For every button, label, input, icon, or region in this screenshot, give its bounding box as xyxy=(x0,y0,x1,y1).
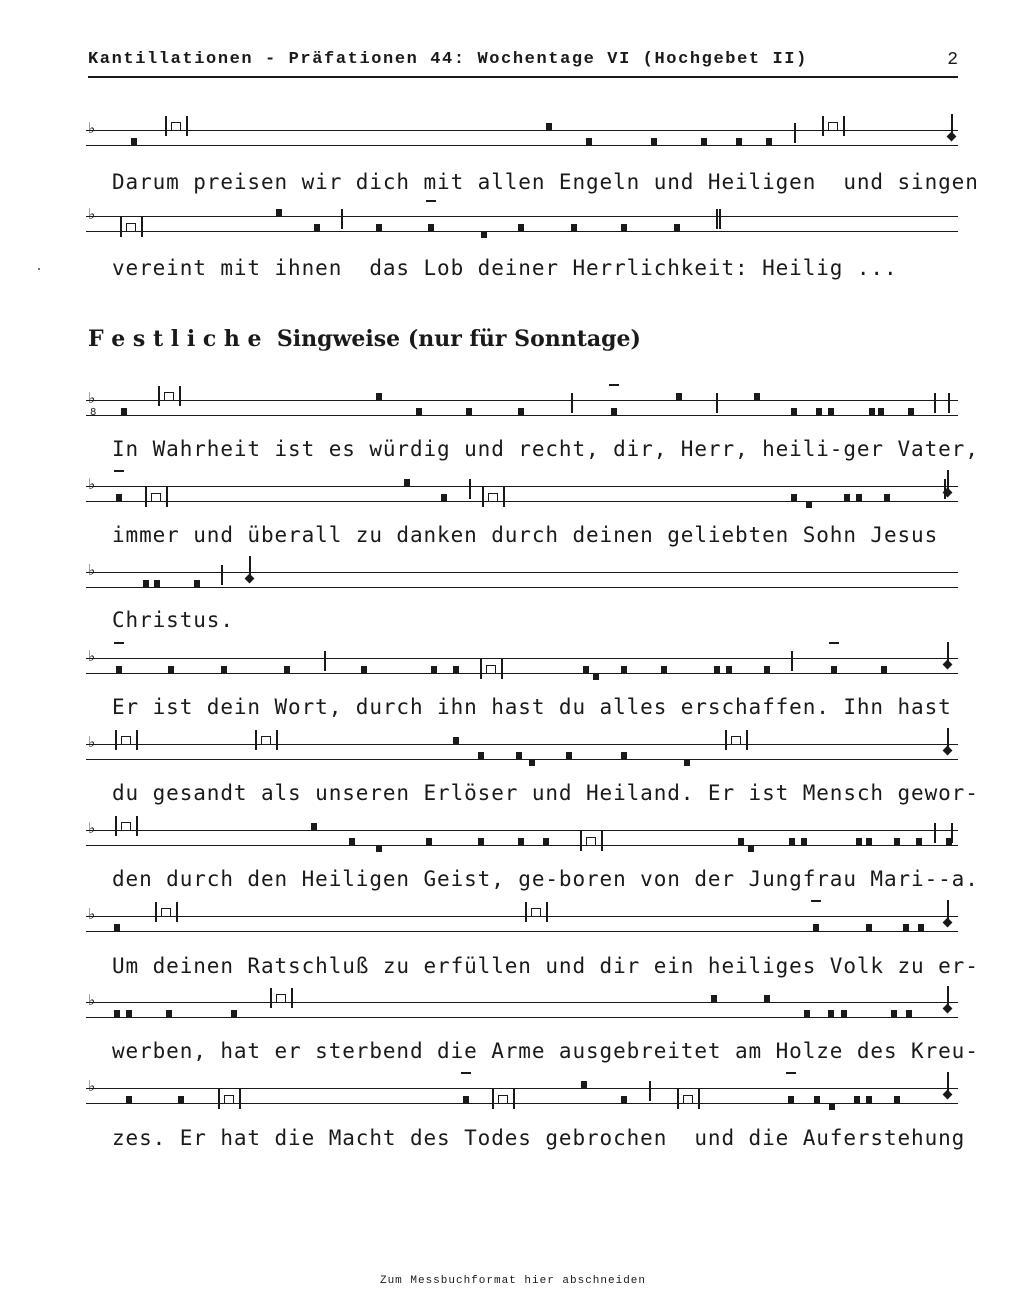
note-mark xyxy=(518,408,524,415)
music-staff-10 xyxy=(86,992,958,1022)
note-mark xyxy=(611,408,617,415)
note-mark xyxy=(866,924,872,931)
music-staff-6 xyxy=(86,648,958,678)
staff-line xyxy=(86,145,958,146)
bar-mark xyxy=(120,217,122,237)
note-mark xyxy=(376,224,382,231)
note-mark xyxy=(581,1081,587,1088)
staff-line xyxy=(86,673,958,674)
reciting-tone-mark xyxy=(486,665,496,674)
page-number: 2 xyxy=(947,50,958,70)
note-mark xyxy=(143,580,149,587)
note-mark xyxy=(571,224,577,231)
staff-line xyxy=(86,216,958,217)
note-mark xyxy=(126,1010,132,1017)
note-mark xyxy=(178,1096,184,1103)
staff-line xyxy=(86,501,958,502)
bar-mark xyxy=(513,1089,515,1109)
note-mark xyxy=(878,408,884,415)
note-mark xyxy=(894,1096,900,1103)
reciting-tone-mark xyxy=(164,392,174,401)
note-mark xyxy=(854,1096,860,1103)
bar-mark xyxy=(179,386,181,406)
lyric-line-9: Um deinen Ratschluß zu erfüllen und dir ein heiliges Volk zu er- xyxy=(112,954,979,978)
note-mark xyxy=(738,838,744,845)
music-staff-5 xyxy=(86,562,958,592)
bar-mark xyxy=(698,1089,700,1109)
note-mark xyxy=(126,1096,132,1103)
lyric-line-4: immer und überall zu danken durch deinen geliebten Sohn Jesus xyxy=(112,523,939,547)
staff-line xyxy=(86,1017,958,1018)
bar-mark xyxy=(324,651,326,671)
bar-mark xyxy=(601,831,603,851)
note-mark xyxy=(441,494,447,501)
lyric-line-11: zes. Er hat die Macht des Todes gebrochen und die Auferstehung xyxy=(112,1126,966,1150)
bar-mark xyxy=(716,209,718,229)
note-mark xyxy=(866,838,872,845)
note-mark xyxy=(908,408,914,415)
header-title: Kantillationen - Präfationen 44: Wochentage VI (Hochgebet II) xyxy=(88,50,808,69)
bar-mark xyxy=(677,1089,679,1109)
bar-mark xyxy=(221,565,223,585)
flat-sign: ♭ xyxy=(88,905,96,923)
bar-mark xyxy=(255,730,257,750)
lyric-line-7: du gesandt als unseren Erlöser und Heiland. Er ist Mensch gewor- xyxy=(112,781,979,805)
bar-mark xyxy=(176,902,178,922)
note-mark xyxy=(114,1010,120,1017)
note-mark xyxy=(404,479,410,486)
accent-dash-mark xyxy=(786,1072,796,1074)
note-mark xyxy=(516,752,522,759)
final-note-mark xyxy=(943,746,953,756)
lyric-line-5: Christus. xyxy=(112,608,234,632)
note-mark xyxy=(891,1010,897,1017)
flat-sign: ♭ xyxy=(88,819,96,837)
note-mark xyxy=(154,580,160,587)
note-mark xyxy=(426,838,432,845)
note-mark xyxy=(221,666,227,673)
note-mark xyxy=(754,393,760,400)
reciting-tone-mark xyxy=(498,1095,508,1104)
note-mark xyxy=(651,138,657,145)
note-mark xyxy=(801,838,807,845)
note-mark xyxy=(311,823,317,830)
note-mark xyxy=(453,666,459,673)
note-mark xyxy=(788,1096,794,1103)
final-note-mark xyxy=(943,660,953,670)
reciting-tone-mark xyxy=(731,736,741,745)
bar-mark xyxy=(492,1089,494,1109)
bar-mark xyxy=(546,902,548,922)
section-title: F e s t l i c h e Singweise (nur für Sonntage) xyxy=(88,326,641,352)
lyric-line-3: In Wahrheit ist es würdig und recht, dir, Herr, heili-ger Vater, xyxy=(112,437,979,461)
note-mark xyxy=(116,494,122,501)
note-mark xyxy=(621,224,627,231)
bar-mark xyxy=(270,988,272,1008)
note-mark xyxy=(121,408,127,415)
accent-dash-mark xyxy=(114,470,124,472)
bar-mark xyxy=(525,902,527,922)
note-mark xyxy=(463,1096,469,1103)
note-mark xyxy=(431,666,437,673)
flat-sign: ♭ xyxy=(88,389,96,407)
note-mark xyxy=(869,408,875,415)
flat-sign: ♭ xyxy=(88,647,96,665)
note-mark xyxy=(416,408,422,415)
staff-line xyxy=(86,231,958,232)
note-mark xyxy=(714,666,720,673)
note-mark xyxy=(884,494,890,501)
final-note-mark xyxy=(943,918,953,928)
bar-mark xyxy=(934,393,936,413)
bar-mark xyxy=(791,651,793,671)
reciting-tone-mark xyxy=(224,1095,234,1104)
note-mark xyxy=(701,138,707,145)
scan-speck xyxy=(38,268,40,270)
note-mark xyxy=(543,838,549,845)
reciting-tone-mark xyxy=(488,493,498,502)
music-staff-7 xyxy=(86,734,958,764)
note-mark xyxy=(791,494,797,501)
note-mark xyxy=(813,924,819,931)
note-mark xyxy=(829,1103,835,1110)
note-mark xyxy=(478,838,484,845)
music-staff-2 xyxy=(86,206,958,236)
bar-mark xyxy=(948,393,950,413)
reciting-tone-mark xyxy=(828,122,838,131)
bar-mark xyxy=(725,730,727,750)
staff-line xyxy=(86,572,958,573)
bar-mark xyxy=(145,487,147,507)
note-mark xyxy=(764,995,770,1002)
note-mark xyxy=(894,838,900,845)
music-staff-3 xyxy=(86,390,958,420)
note-mark xyxy=(906,1010,912,1017)
final-note-mark xyxy=(947,132,957,142)
octave-clef-mark: 8 xyxy=(90,407,97,418)
note-mark xyxy=(841,1010,847,1017)
music-staff-9 xyxy=(86,906,958,936)
reciting-tone-mark xyxy=(276,994,286,1003)
bar-mark xyxy=(158,386,160,406)
note-mark xyxy=(856,494,862,501)
note-mark xyxy=(116,666,122,673)
bar-mark xyxy=(649,1081,651,1101)
note-mark xyxy=(791,408,797,415)
music-staff-11 xyxy=(86,1078,958,1108)
note-mark xyxy=(314,224,320,231)
bar-mark xyxy=(141,217,143,237)
note-mark xyxy=(816,408,822,415)
reciting-tone-mark xyxy=(171,122,181,131)
bar-mark xyxy=(719,209,721,229)
note-mark xyxy=(231,1010,237,1017)
note-mark xyxy=(428,224,434,231)
note-mark xyxy=(518,224,524,231)
staff-line xyxy=(86,1088,958,1089)
music-staff-1 xyxy=(86,120,958,150)
accent-dash-mark xyxy=(114,642,124,644)
note-mark xyxy=(621,1096,627,1103)
bar-mark xyxy=(951,823,953,843)
note-mark xyxy=(466,408,472,415)
reciting-tone-mark xyxy=(531,908,541,917)
bar-mark xyxy=(218,1089,220,1109)
note-mark xyxy=(276,209,282,216)
note-mark xyxy=(131,138,137,145)
note-mark xyxy=(711,995,717,1002)
staff-line xyxy=(86,830,958,831)
reciting-tone-mark xyxy=(586,837,596,846)
note-mark xyxy=(814,1096,820,1103)
accent-dash-mark xyxy=(461,1072,471,1074)
bar-mark xyxy=(115,816,117,836)
bar-mark xyxy=(746,730,748,750)
note-mark xyxy=(661,666,667,673)
note-mark xyxy=(361,666,367,673)
bar-mark xyxy=(716,393,718,413)
note-mark xyxy=(726,666,732,673)
note-mark xyxy=(166,1010,172,1017)
accent-dash-mark xyxy=(426,200,436,202)
flat-sign: ♭ xyxy=(88,733,96,751)
bar-mark xyxy=(480,659,482,679)
note-mark xyxy=(114,924,120,931)
footer-note: Zum Messbuchformat hier abschneiden xyxy=(379,1275,647,1287)
bar-mark xyxy=(501,659,503,679)
lyric-line-10: werben, hat er sterbend die Arme ausgebreitet am Holze des Kreu- xyxy=(112,1039,979,1063)
bar-mark xyxy=(166,487,168,507)
bar-mark xyxy=(503,487,505,507)
bar-mark xyxy=(186,116,188,136)
note-mark xyxy=(376,393,382,400)
lyric-line-6: Er ist dein Wort, durch ihn hast du alles erschaffen. Ihn hast xyxy=(112,695,952,719)
lyric-line-2: vereint mit ihnen das Lob deiner Herrlichkeit: Heilig ... xyxy=(112,256,898,280)
note-mark xyxy=(828,1010,834,1017)
reciting-tone-mark xyxy=(683,1095,693,1104)
note-mark xyxy=(453,737,459,744)
bar-mark xyxy=(276,730,278,750)
note-mark xyxy=(349,838,355,845)
page-header xyxy=(88,48,958,78)
staff-line xyxy=(86,587,958,588)
staff-line xyxy=(86,845,958,846)
note-mark xyxy=(529,759,535,766)
note-mark xyxy=(828,408,834,415)
note-mark xyxy=(789,838,795,845)
note-mark xyxy=(478,752,484,759)
note-mark xyxy=(918,924,924,931)
music-staff-4 xyxy=(86,476,958,506)
bar-mark xyxy=(571,393,573,413)
reciting-tone-mark xyxy=(161,908,171,917)
bar-mark xyxy=(469,479,471,499)
lyric-line-8: den durch den Heiligen Geist, ge-boren von der Jungfrau Mari--a. xyxy=(112,867,979,891)
note-mark xyxy=(674,224,680,231)
flat-sign: ♭ xyxy=(88,991,96,1009)
accent-dash-mark xyxy=(829,642,839,644)
note-mark xyxy=(621,666,627,673)
staff-line xyxy=(86,931,958,932)
reciting-tone-mark xyxy=(121,736,131,745)
bar-mark xyxy=(136,816,138,836)
bar-mark xyxy=(482,487,484,507)
flat-sign: ♭ xyxy=(88,475,96,493)
reciting-tone-mark xyxy=(261,736,271,745)
staff-line xyxy=(86,1002,958,1003)
accent-dash-mark xyxy=(609,384,619,386)
bar-mark xyxy=(794,123,796,143)
note-mark xyxy=(518,838,524,845)
note-mark xyxy=(881,666,887,673)
bar-mark xyxy=(934,823,936,843)
bar-mark xyxy=(580,831,582,851)
final-note-mark xyxy=(245,574,255,584)
final-note-mark xyxy=(943,1004,953,1014)
staff-line xyxy=(86,486,958,487)
note-mark xyxy=(831,666,837,673)
reciting-tone-mark xyxy=(151,493,161,502)
staff-line xyxy=(86,658,958,659)
note-mark xyxy=(586,138,592,145)
note-mark xyxy=(621,752,627,759)
bar-mark xyxy=(165,116,167,136)
note-mark xyxy=(194,580,200,587)
note-mark xyxy=(806,501,812,508)
note-mark xyxy=(916,838,922,845)
note-mark xyxy=(736,138,742,145)
flat-sign: ♭ xyxy=(88,205,96,223)
staff-line xyxy=(86,916,958,917)
note-mark xyxy=(593,673,599,680)
accent-dash-mark xyxy=(811,900,821,902)
note-mark xyxy=(168,666,174,673)
bar-mark xyxy=(239,1089,241,1109)
bar-mark xyxy=(136,730,138,750)
note-mark xyxy=(684,759,690,766)
bar-mark xyxy=(115,730,117,750)
note-mark xyxy=(676,393,682,400)
reciting-tone-mark xyxy=(126,223,136,232)
bar-mark xyxy=(822,116,824,136)
bar-mark xyxy=(341,209,343,229)
note-mark xyxy=(748,845,754,852)
note-mark xyxy=(866,1096,872,1103)
reciting-tone-mark xyxy=(121,822,131,831)
note-mark xyxy=(481,231,487,238)
note-mark xyxy=(856,838,862,845)
final-note-mark xyxy=(943,1090,953,1100)
staff-line xyxy=(86,400,958,401)
flat-sign: ♭ xyxy=(88,119,96,137)
note-mark xyxy=(804,1010,810,1017)
note-mark xyxy=(903,924,909,931)
bar-mark xyxy=(291,988,293,1008)
staff-line xyxy=(86,759,958,760)
note-mark xyxy=(764,666,770,673)
note-mark xyxy=(546,123,552,130)
flat-sign: ♭ xyxy=(88,1077,96,1095)
note-mark xyxy=(766,138,772,145)
note-mark xyxy=(376,845,382,852)
bar-mark xyxy=(155,902,157,922)
staff-line xyxy=(86,415,958,416)
bar-mark xyxy=(843,116,845,136)
note-mark xyxy=(566,752,572,759)
note-mark xyxy=(844,494,850,501)
staff-line xyxy=(86,744,958,745)
music-staff-8 xyxy=(86,820,958,850)
staff-line xyxy=(86,1103,958,1104)
flat-sign: ♭ xyxy=(88,561,96,579)
note-mark xyxy=(284,666,290,673)
note-mark xyxy=(583,666,589,673)
lyric-line-1: Darum preisen wir dich mit allen Engeln und Heiligen und singen xyxy=(112,170,979,194)
